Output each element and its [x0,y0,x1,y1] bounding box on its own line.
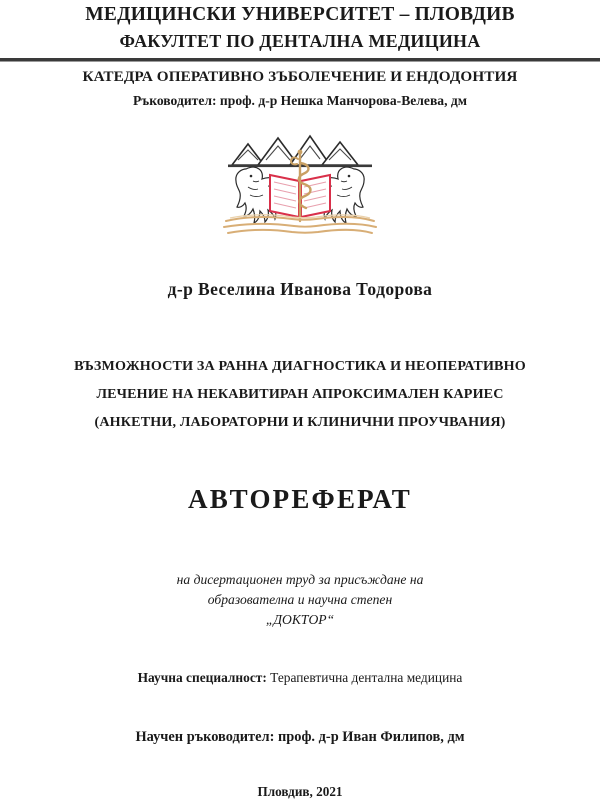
header-divider [0,58,600,62]
specialty-value: Терапевтична дентална медицина [270,669,463,685]
subtitle-degree: „ДОКТОР“ [265,612,335,628]
masthead [0,0,600,110]
subtitle-line-1: на дисертационен труд за присъждане на [176,571,424,587]
document-kind-heading: АВТОРЕФЕРАТ [188,483,412,514]
department-head: Ръководител: проф. д-р Нешка Манчорова-Велева, дм [132,93,468,109]
place-and-year: Пловдив, 2021 [257,783,343,799]
specialty-row [0,670,600,686]
scroll-waves-icon [224,217,376,233]
university-name: МЕДИЦИНСКИ УНИВЕРСИТЕТ – ПЛОВДИВ [85,4,515,25]
title-line-3: (АНКЕТНИ, ЛАБОРАТОРНИ И КЛИНИЧНИ ПРОУЧВАНИЯ) [94,414,506,431]
title-line-1: ВЪЗМОЖНОСТИ ЗА РАННА ДИАГНОСТИКА И НЕОПЕРАТИВНО [74,358,526,375]
logo-container [0,129,600,239]
title-line-2: ЛЕЧЕНИЕ НА НЕКАВИТИРАН АПРОКСИМАЛЕН КАРИЕС [96,386,504,403]
scientific-supervisor: Научен ръководител: проф. д-р Иван Филипов, дм [135,728,465,745]
dissertation-title [0,352,600,437]
subtitle-line-2: образователна и научна степен [207,592,393,607]
specialty-label: Научна специалност: [137,669,267,685]
faculty-name: ФАКУЛТЕТ ПО ДЕНТАЛНА МЕДИЦИНА [119,31,481,52]
university-emblem-icon [210,129,390,239]
author-name: д-р Веселина Иванова Тодорова [167,279,433,300]
department-name: КАТЕДРА ОПЕРАТИВНО ЗЪБОЛЕЧЕНИЕ И ЕНДОДОНТИЯ [82,67,518,85]
caduceus-top-knob [298,150,303,155]
subtitle-block [0,570,600,631]
